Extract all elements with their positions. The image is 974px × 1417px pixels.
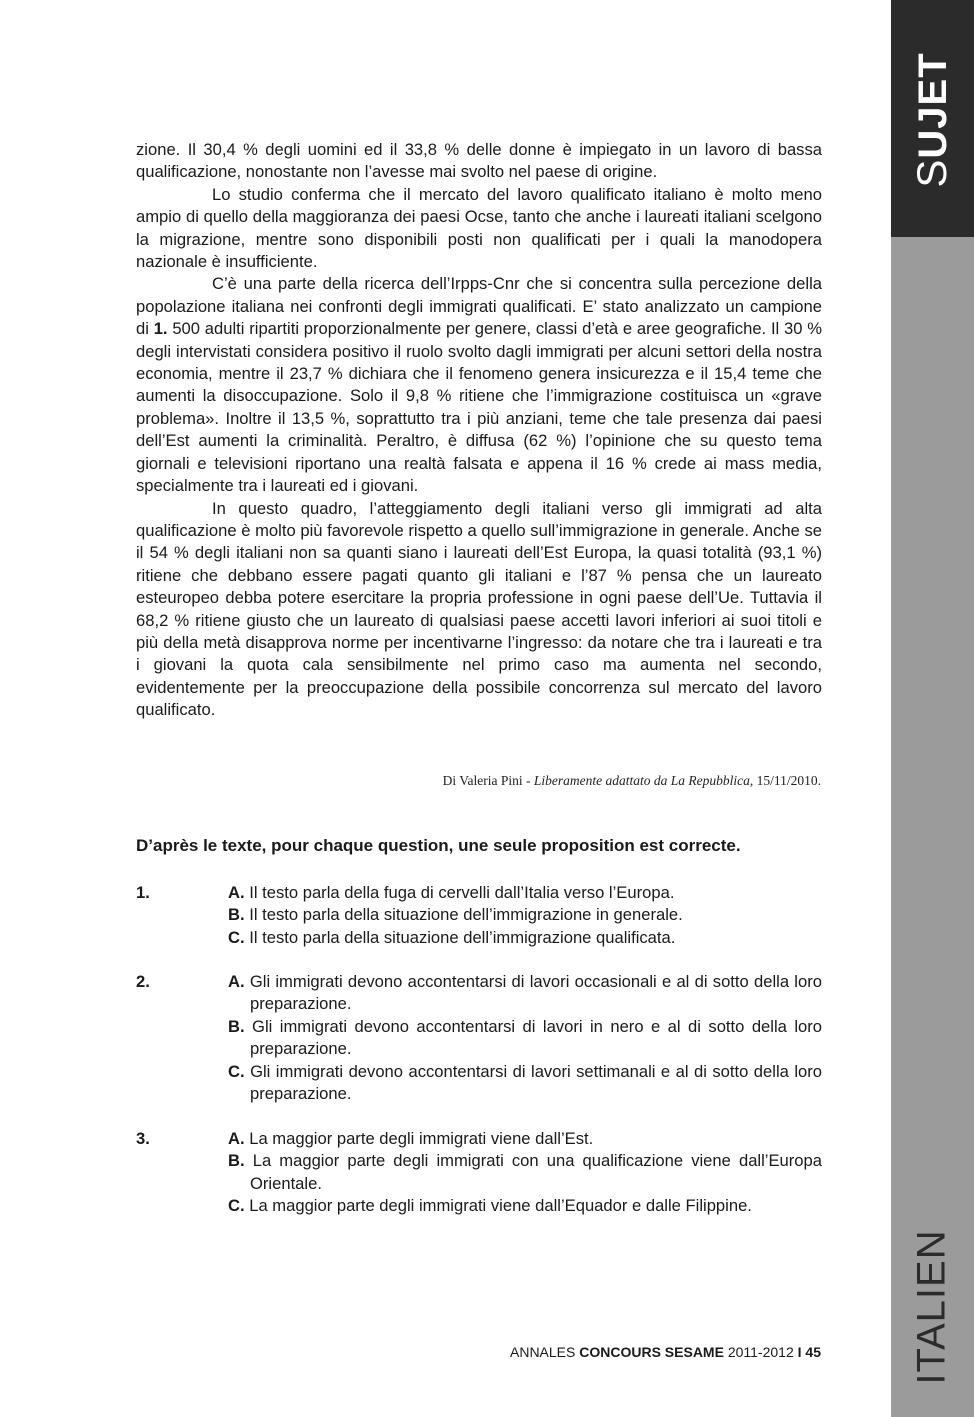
source-author: Di Valeria Pini - — [442, 773, 534, 788]
option-text: Gli immigrati devono accontentarsi di lavori in nero e al di sotto della loro preparazione. — [250, 1016, 822, 1059]
option-a[interactable] — [228, 971, 822, 1016]
option-letter: A. — [228, 883, 245, 902]
option-a[interactable] — [228, 1128, 822, 1150]
article-body — [136, 139, 822, 722]
options-list — [228, 882, 822, 949]
instructions: D’après le texte, pour chaque question, une seule proposition est correcte. — [136, 836, 741, 855]
footer-concours: CONCOURS SESAME — [579, 1344, 724, 1360]
option-text: Il testo parla della situazione dell’immigrazione in generale. — [249, 905, 683, 925]
page-number: 45 — [801, 1344, 821, 1360]
language-label: ITALIEN — [909, 1229, 954, 1385]
paragraph-text: 500 adulti ripartiti proporzionalmente per genere, classi d’età e aree geografiche. Il 30 % degli intervistati considera positivo il ruolo svolto dagli immigrati per alcuni settori della nostra economia, mentre il 23,7 % dichiara che il fenomeno genera insicurezza e il 15,4 teme che aumenti la disoccupazione. Solo il 9,8 % ritiene che l’immigrazione costituisca un «grave problema». Inoltre il 13,5 %, soprattutto tra i più anziani, teme che tale presenza dai paesi dell’Est aumenti la criminalità. Peraltro, è diffusa (62 %) l’opinione che su questo tema giornali e televisioni riportano una realtà falsata e appena il 16 % crede ai mass media, specialmente tra i laureati ed i giovani. — [136, 319, 822, 496]
paragraph: zione. Il 30,4 % degli uomini ed il 33,8 % delle donne è impiegato in un lavoro di bassa qualificazione, nonostante non l’avesse mai svolto nel paese di origine. — [136, 140, 822, 182]
footer-separator: I — [797, 1344, 802, 1360]
option-c[interactable] — [228, 1195, 822, 1217]
option-letter: B. — [228, 1016, 245, 1036]
page-footer — [510, 1344, 821, 1360]
option-text: Il testo parla della fuga di cervelli dall’Italia verso l’Europa. — [249, 883, 675, 902]
option-letter: B. — [228, 905, 245, 925]
source-publication: Liberamente adattato da La Repubblica — [533, 773, 750, 788]
option-b[interactable] — [228, 1150, 822, 1195]
option-letter: B. — [228, 1151, 245, 1171]
question-number: 1. — [136, 883, 150, 902]
paragraph: Lo studio conferma che il mercato del lavoro qualificato italiano è molto meno ampio di quello della maggioranza dei paesi Ocse, tanto che anche i laureati italiani scelgono la migrazione, mentre sono disponibili posti non qualificati per i quali la manodopera nazionale è insufficiente. — [136, 184, 822, 272]
question-number: 2. — [136, 972, 150, 991]
source-date: , 15/11/2010. — [749, 773, 821, 788]
paragraph — [136, 273, 822, 497]
section-label-initial: S — [908, 158, 955, 188]
option-text: La maggior parte degli immigrati viene dall’Est. — [249, 1129, 594, 1148]
option-letter: C. — [228, 1196, 245, 1216]
paragraph-bold-text: 1. — [153, 319, 168, 339]
options-list — [228, 1128, 822, 1218]
option-b[interactable] — [228, 904, 822, 926]
paragraph-text: C’è una parte della ricerca dell’Irpps-Cnr che si concentra sulla percezione della popolazione italiana nei confronti degli immigrati qualificati. E’ stato analizzato un campione di — [136, 274, 822, 339]
options-list — [228, 971, 822, 1105]
question-3 — [136, 1128, 822, 1218]
question-2 — [136, 971, 822, 1105]
option-letter: A. — [228, 1129, 245, 1148]
option-letter: C. — [228, 927, 245, 947]
section-label-rest: UJET — [911, 52, 955, 159]
section-label — [908, 52, 956, 187]
option-c[interactable] — [228, 927, 822, 949]
question-1 — [136, 882, 822, 949]
footer-annales: ANNALES — [510, 1344, 580, 1360]
paragraph: In questo quadro, l’atteggiamento degli italiani verso gli immigrati ad alta qualificazione è molto più favorevole rispetto a quello sull’immigrazione in generale. Anche se il 54 % degli italiani non sa quanti siano i laureati dell’Est Europa, la quasi totalità (93,1 %) ritiene che debbano essere pagati quanto gli italiani e l’87 % pensa che un laureato esteuropeo debba potere esercitare la propria professione in ogni paese dell’Ue. Tuttavia il 68,2 % ritiene giusto che un laureato di qualsiasi paese accetti lavori inferiori ai suoi titoli e più della metà disapprova norme per incentivarne l’ingresso: da notare che tra i laureati e tra i giovani la quota cala sensibilmente nel primo caso ma aumenta nel secondo, evidentemente per la preoccupazione della possibile concorrenza sul mercato del lavoro qualificato. — [136, 498, 822, 720]
option-a[interactable] — [228, 882, 822, 904]
option-text: La maggior parte degli immigrati con una qualificazione viene dall’Europa Orientale. — [250, 1151, 822, 1193]
option-letter: A. — [228, 972, 245, 991]
footer-years: 2011-2012 — [723, 1344, 798, 1360]
option-letter: C. — [228, 1061, 245, 1081]
option-text: Il testo parla della situazione dell’immigrazione qualificata. — [249, 927, 676, 947]
option-text: Gli immigrati devono accontentarsi di lavori settimanali e al di sotto della loro preparazione. — [250, 1061, 822, 1104]
option-b[interactable] — [228, 1016, 822, 1061]
source-citation — [443, 773, 821, 789]
option-text: La maggior parte degli immigrati viene dall’Equador e dalle Filippine. — [249, 1196, 752, 1216]
option-text: Gli immigrati devono accontentarsi di lavori occasionali e al di sotto della loro preparazione. — [249, 972, 822, 1014]
question-number: 3. — [136, 1129, 150, 1148]
option-c[interactable] — [228, 1061, 822, 1106]
